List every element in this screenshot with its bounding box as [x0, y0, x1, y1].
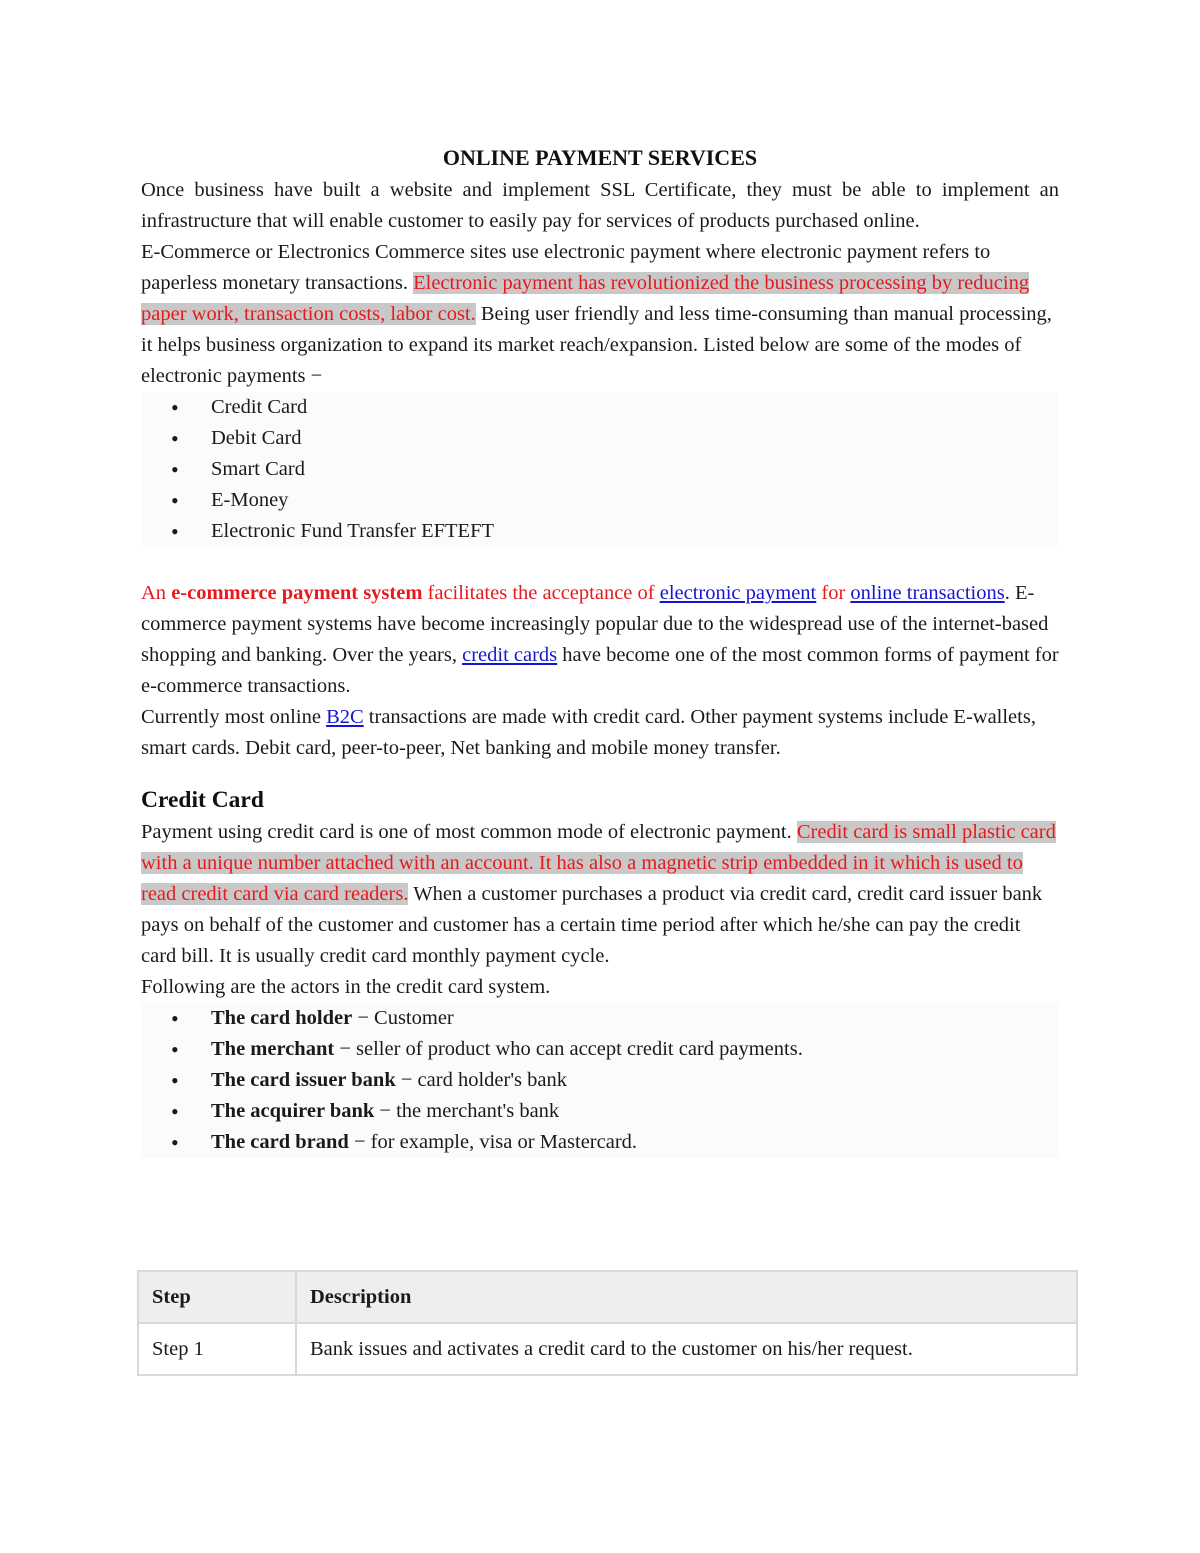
actor-term: The card holder: [211, 1007, 353, 1029]
document-body: [141, 141, 1059, 1158]
list-item: • Credit Card: [141, 392, 1059, 423]
actors-list: [141, 1003, 1059, 1158]
para5-highlight: Credit card is small plastic card with a unique number attached with an account. It has also a magnetic strip embedded in it which is used to read credit card via card readers.: [141, 821, 1056, 905]
actor-term: The card brand: [211, 1131, 349, 1153]
table-cell-step: Step 1: [138, 1323, 296, 1375]
para3-text-1: . E-commerce payment systems have become increasingly popular due to the widespread use of the internet-based shopping and banking. Over the years,: [141, 582, 1049, 666]
para5-text-1: Payment using credit card is one of most common mode of electronic payment.: [141, 821, 797, 843]
actor-term: The card issuer bank: [211, 1069, 396, 1091]
para2-text-1: E-Commerce or Electronics Commerce sites use electronic payment where electronic payment refers to paperless monetary transactions.: [141, 241, 991, 294]
credit-cards-link[interactable]: credit cards: [462, 644, 558, 666]
para4-text-1: Currently most online: [141, 706, 327, 728]
list-item: [141, 1003, 1059, 1034]
para5-text-2: When a customer purchases a product via credit card, credit card issuer bank pays on behalf of the customer and customer has a certain time period after which he/she can pay the credit card bill. It is usually credit card monthly payment cycle.: [141, 883, 1043, 967]
para2-text-2: Being user friendly and less time-consuming than manual processing, it helps business organization to expand its market reach/expansion. Listed below are some of the modes of electronic payments −: [141, 303, 1052, 387]
actor-desc: − Customer: [352, 1007, 454, 1029]
spacer: [141, 764, 1059, 783]
table-cell-description: Bank issues and activates a credit card to the customer on his/her request.: [296, 1323, 1077, 1375]
electronic-payment-paragraph: [141, 237, 1059, 392]
table-header-description: Description: [296, 1271, 1077, 1323]
credit-card-paragraph: [141, 817, 1059, 972]
steps-table: [137, 1270, 1078, 1376]
para3-red-3: for: [816, 582, 851, 604]
b2c-paragraph: [141, 702, 1059, 764]
spacer: [141, 547, 1059, 578]
list-item: • E-Money: [141, 485, 1059, 516]
section-heading-credit-card: Credit Card: [141, 787, 264, 813]
list-item: • Electronic Fund Transfer EFTEFT: [141, 516, 1059, 547]
list-item: [141, 1096, 1059, 1127]
actors-intro: Following are the actors in the credit card system.: [141, 976, 551, 998]
para4-text-2: transactions are made with credit card. Other payment systems include E-wallets, smart cards. Debit card, peer-to-peer, Net banking and mobile money transfer.: [141, 706, 1036, 759]
page-title: ONLINE PAYMENT SERVICES: [442, 145, 758, 170]
actor-desc: − seller of product who can accept credit card payments.: [334, 1038, 803, 1060]
online-transactions-link[interactable]: online transactions: [850, 582, 1005, 604]
table-header-row: [138, 1271, 1077, 1323]
actor-desc: − the merchant's bank: [374, 1100, 560, 1122]
table-header-step: Step: [138, 1271, 296, 1323]
list-item: [141, 1065, 1059, 1096]
para3-red-2: facilitates the acceptance of: [422, 582, 655, 604]
electronic-payment-link[interactable]: electronic payment: [659, 582, 817, 604]
b2c-link[interactable]: B2C: [326, 706, 364, 728]
para3-red-1: An: [141, 582, 172, 604]
list-item: [141, 1034, 1059, 1065]
actor-desc: − for example, visa or Mastercard.: [348, 1131, 638, 1153]
actor-desc: − card holder's bank: [395, 1069, 567, 1091]
payment-modes-list: [141, 392, 1059, 547]
list-item: • Debit Card: [141, 423, 1059, 454]
actor-term: The merchant: [211, 1038, 335, 1060]
para3-bold-term: e-commerce payment system: [171, 582, 423, 604]
actor-term: The acquirer bank: [211, 1100, 375, 1122]
list-item: • Smart Card: [141, 454, 1059, 485]
para3-text-2: have become one of the most common forms of payment for e-commerce transactions.: [141, 644, 1059, 697]
intro-paragraph: Once business have built a website and implement SSL Certificate, they must be able to implement an infrastructure that will enable customer to easily pay for services of products purchased online.: [141, 179, 1059, 232]
payment-system-paragraph: [141, 578, 1059, 702]
list-item: [141, 1127, 1059, 1158]
para2-highlight: Electronic payment has revolutionized the business processing by reducing paper work, transaction costs, labor cost.: [141, 272, 1030, 325]
table-row: [138, 1323, 1077, 1375]
